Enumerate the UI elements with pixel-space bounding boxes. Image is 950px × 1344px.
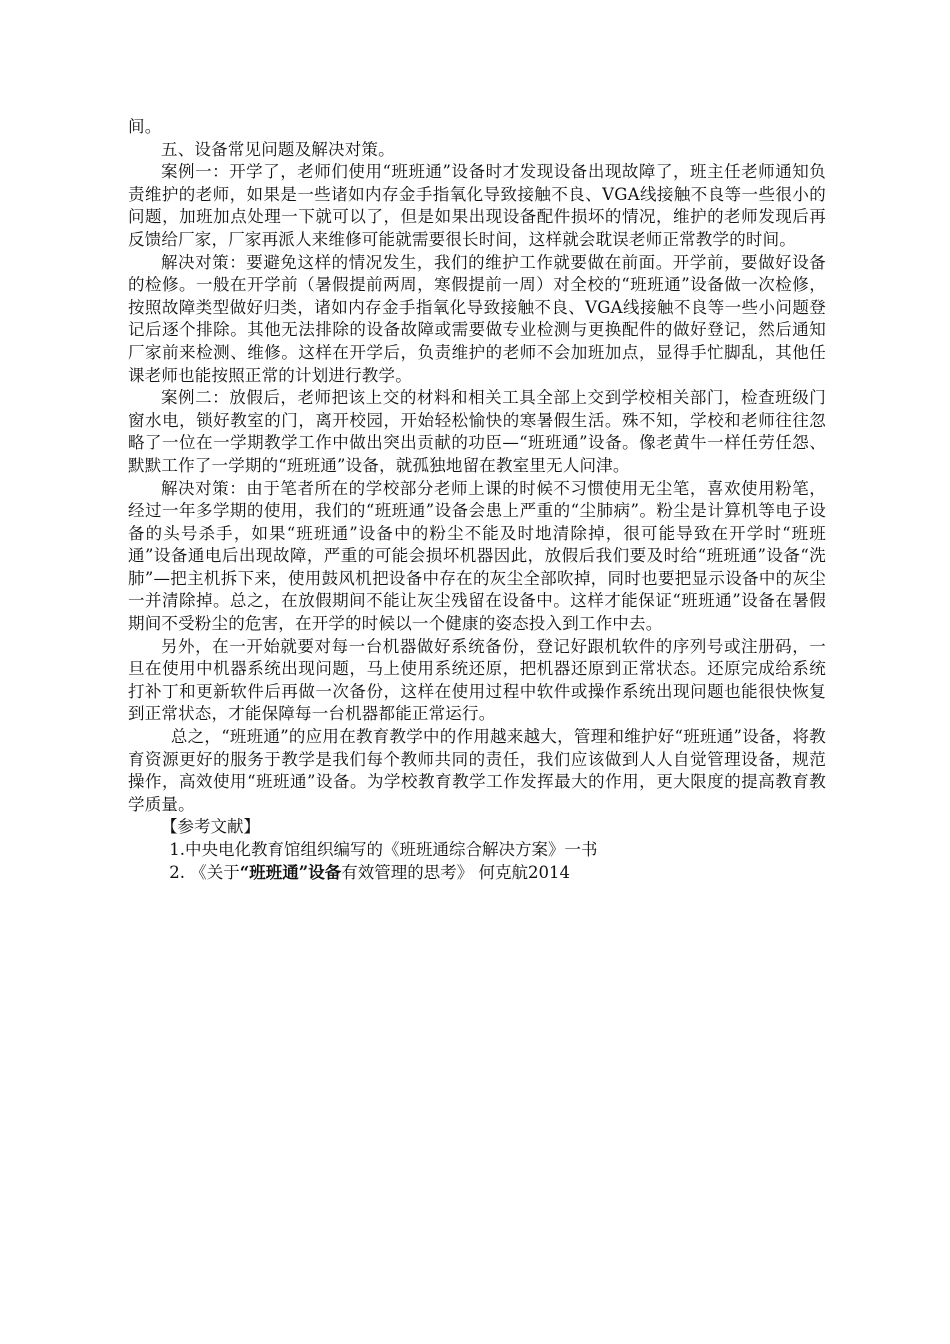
- paragraph-case-1: 案例一：开学了，老师们使用“班班通”设备时才发现设备出现故障了，班主任老师通知负责维护的老师，如果是一些诸如内存金手指氧化导致接触不良、VGA线接触不良等一些很小的问题，加班加点处理一下就可以了，但是如果出现设备配件损坏的情况，维护的老师发现后再反馈给厂家，厂家再派人来维修可能就需要很长时间，这样就会耽误老师正常教学的时间。: [128, 162, 826, 249]
- references-heading: 【参考文献】: [161, 817, 260, 837]
- document-page: [128, 116, 826, 884]
- paragraph-conclusion: 总之，“班班通”的应用在教育教学中的作用越来越大，管理和维护好“班班通”设备，将教育资源更好的服务于教学是我们每个教师共同的责任，我们应该做到人人自觉管理设备，规范操作，高效使用“班班通”设备。为学校教育教学工作发挥最大的作用，更大限度的提高教育教学质量。: [128, 727, 826, 814]
- paragraph-backup: 另外，在一开始就要对每一台机器做好系统备份，登记好跟机软件的序列号或注册码，一旦在使用中机器系统出现问题，马上使用系统还原，把机器还原到正常状态。还原完成给系统打补丁和更新软件后再做一次备份，这样在使用过程中软件或操作系统出现问题也能很快恢复到正常状态，才能保障每一台机器都能正常运行。: [128, 636, 826, 724]
- reference-item-2-suffix: 有效管理的思考》 何克航2014: [341, 862, 570, 882]
- reference-item-2: [128, 862, 826, 885]
- paragraph-continuation: 间。: [128, 117, 162, 136]
- paragraph-case-2: 案例二：放假后，老师把该上交的材料和相关工具全部上交到学校相关部门，检查班级门窗水电，锁好教室的门，离开校园，开始轻松愉快的寒暑假生活。殊不知，学校和老师往往忽略了一位在一学期教学工作中做出突出贡献的功臣—“班班通”设备。像老黄牛一样任劳任怨、默默工作了一学期的“班班通”设备，就孤独地留在教室里无人问津。: [128, 388, 826, 475]
- paragraph-solution-2: 解决对策：由于笔者所在的学校部分老师上课的时候不习惯使用无尘笔，喜欢使用粉笔，经过一年多学期的使用，我们的“班班通”设备会患上严重的“尘肺病”。粉尘是计算机等电子设备的头号杀手，如果“班班通”设备中的粉尘不能及时地清除掉，很可能导致在开学时“班班通”设备通电后出现故障，严重的可能会损坏机器因此，放假后我们要及时给“班班通”设备“洗肺”—把主机拆下来，使用鼓风机把设备中存在的灰尘全部吹掉，同时也要把显示设备中的灰尘一并清除掉。总之，在放假期间不能让灰尘残留在设备中。这样才能保证“班班通”设备在暑假期间不受粉尘的危害，在开学的时候以一个健康的姿态投入到工作中去。: [128, 478, 826, 634]
- reference-item-1: 1.中央电化教育馆组织编写的《班班通综合解决方案》一书: [169, 840, 598, 859]
- reference-item-2-bold: “班班通”设备: [239, 862, 342, 882]
- paragraph-solution-1: 解决对策：要避免这样的情况发生，我们的维护工作就要做在前面。开学前，要做好设备的检修。一般在开学前（暑假提前两周，寒假提前一周）对全校的“班班通”设备做一次检修，按照故障类型做好归类，诸如内存金手指氧化导致接触不良、VGA线接触不良等一些小问题登记后逐个排除。其他无法排除的设备故障或需要做专业检测与更换配件的做好登记，然后通知厂家前来检测、维修。这样在开学后，负责维护的老师不会加班加点，显得手忙脚乱，其他任课老师也能按照正常的计划进行教学。: [128, 252, 826, 385]
- section-heading-5: 五、设备常见问题及解决对策。: [161, 139, 395, 159]
- reference-item-2-prefix: 2. 《关于: [169, 862, 240, 882]
